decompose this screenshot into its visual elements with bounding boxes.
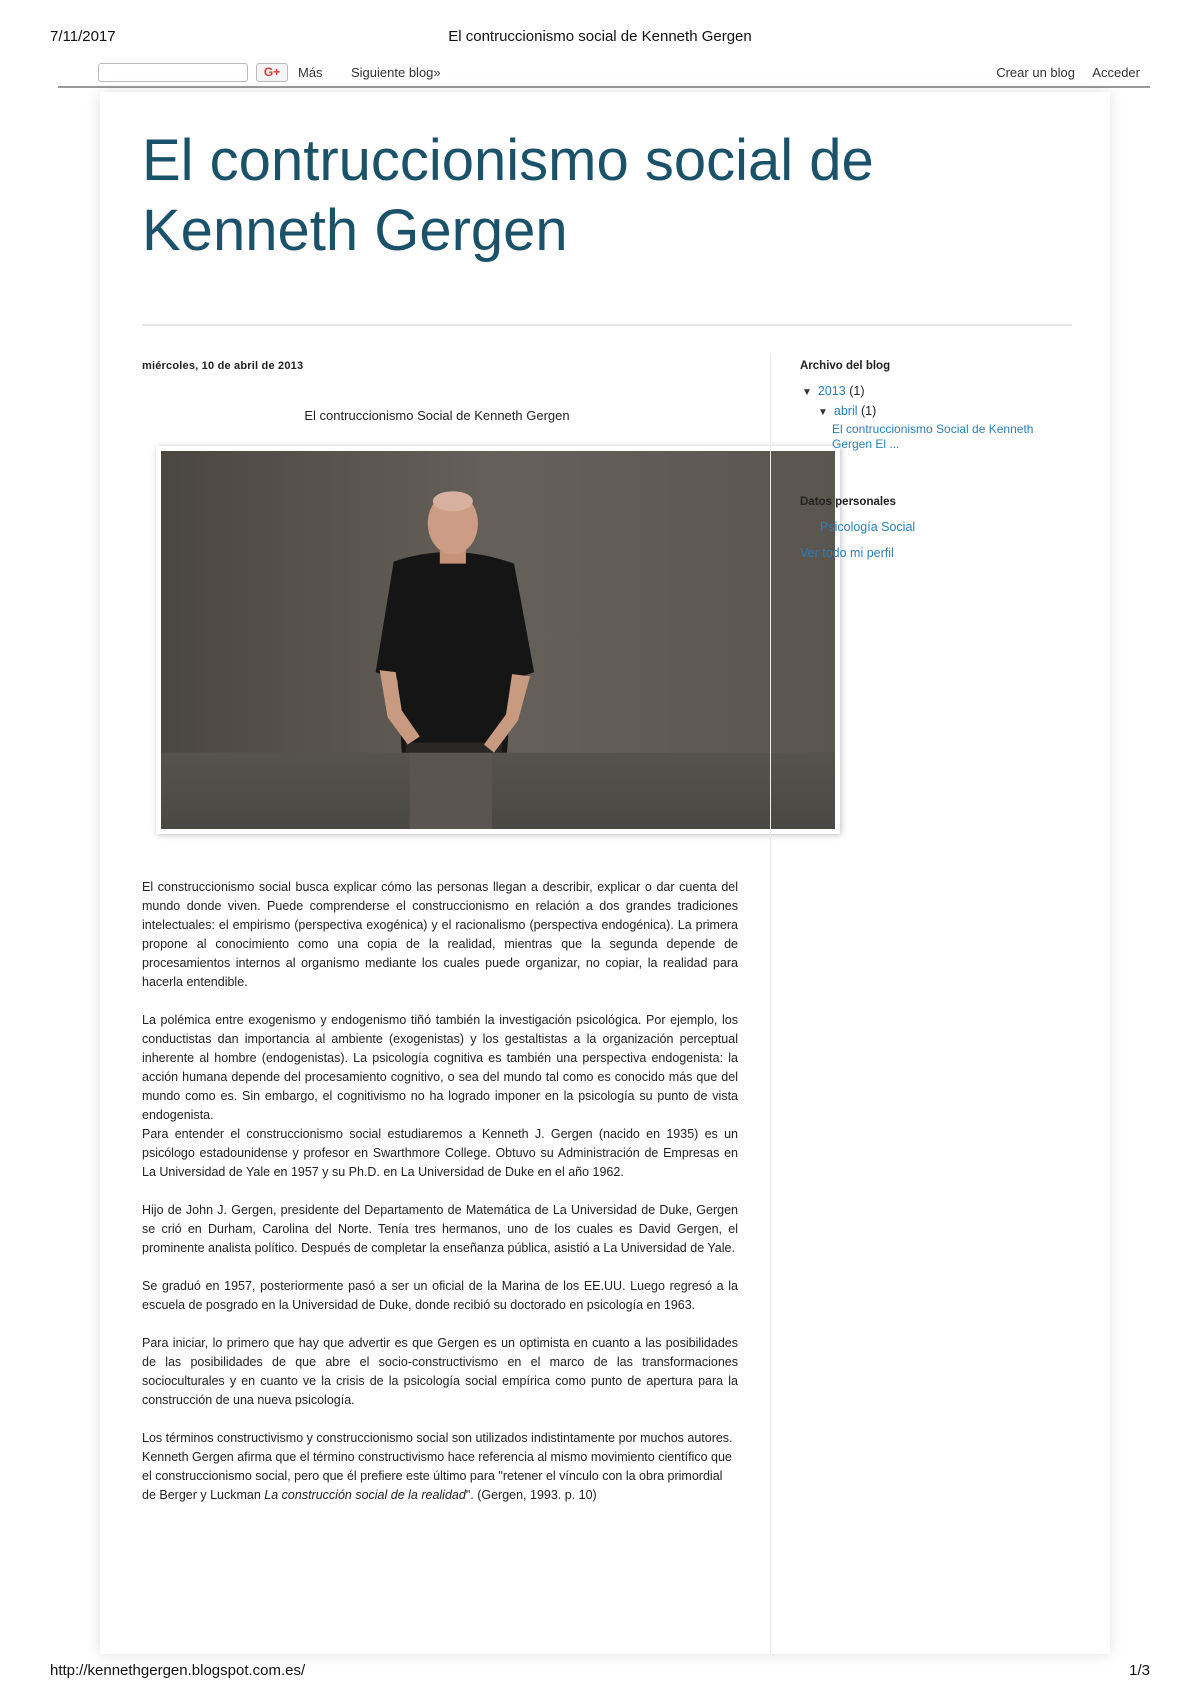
create-blog-link[interactable]: Crear un blog [996, 65, 1075, 80]
search-input[interactable] [98, 63, 248, 82]
paragraph-7-text: Los términos constructivismo y construccionismo social son utilizados indistintamente por muchos autores. Kenneth Gergen afirma que el término constructivismo hace referencia al mismo movimiento científico que el construccionismo social, pero que él prefiere este último para "retener el vínculo con la obra primordial de Berger y Luckman [142, 1431, 733, 1502]
google-plus-button[interactable]: G+ [256, 63, 288, 82]
profile-heading: Datos personales [800, 496, 896, 508]
next-blog-link[interactable]: Siguiente blog» [351, 65, 441, 80]
post-paragraph-5: Se graduó en 1957, posteriormente pasó a ser un oficial de la Marina de los EE.UU. Luego regresó a la escuela de posgrado en la Universidad de Duke, donde recibió su doctorado en psicología en 1963. [142, 1279, 738, 1312]
print-date: 7/11/2017 [50, 28, 116, 45]
header-divider [142, 324, 1072, 326]
paragraph-7-citation: ". (Gergen, 1993. p. 10) [465, 1488, 597, 1502]
blogger-navbar [58, 60, 1150, 88]
archive-post-link[interactable]: El contruccionismo Social de Kenneth Gergen El ... [832, 422, 1034, 451]
archive-month-count: (1) [861, 404, 877, 418]
column-divider [770, 354, 771, 1654]
blog-title[interactable]: El contruccionismo social de Kenneth Gergen [142, 128, 874, 263]
triangle-down-icon[interactable]: ▼ [802, 387, 812, 398]
post-paragraph-4: Hijo de John J. Gergen, presidente del Departamento de Matemática de La Universidad de Duke, Gergen se crió en Durham, Carolina del Norte. Tenía tres hermanos, uno de los cuales es David Gergen, el prominente analista político. Después de completar la enseñanza pública, asistió a La Universidad de Yale. [142, 1203, 738, 1255]
video-player[interactable] [161, 451, 835, 829]
view-profile-link[interactable]: Ver todo mi perfil [800, 546, 894, 560]
archive-year-count: (1) [849, 384, 865, 398]
print-header [0, 28, 1200, 48]
profile-name-link[interactable]: Psicología Social [820, 520, 916, 534]
post-paragraph-7 [142, 1429, 738, 1505]
post-paragraph-1: El construccionismo social busca explicar cómo las personas llegan a describir, explicar o dar cuenta del mundo donde viven. Puede comprenderse el construccionismo en relación a dos grandes tradiciones intelectuales: el empirismo (perspectiva exogénica) y el racionalismo (perspectiva endogénica). La primera propone al conocimiento como una copia de la realidad, mientras que la segunda depende de procesamientos internos al organismo mediante los cuales puede organizar, no copiar, la realidad para hacerla entendible. [142, 880, 738, 989]
video-frame[interactable] [156, 446, 840, 834]
archive-month-link[interactable]: abril [833, 404, 858, 418]
print-page-number: 1/3 [1129, 1662, 1150, 1679]
login-link[interactable]: Acceder [1092, 65, 1140, 80]
triangle-down-icon[interactable]: ▼ [818, 407, 828, 418]
post-paragraph-3: Para entender el construccionismo social estudiaremos a Kenneth J. Gergen (nacido en 1935) es un psicólogo estadounidense y profesor en Swarthmore College. Obtuvo su Administración de Empresas en La Universidad de Yale en 1957 y su Ph.D. en La Universidad de Duke en el año 1962. [142, 1127, 738, 1179]
book-title: La construcción social de la realidad [264, 1488, 466, 1502]
post-body [142, 878, 738, 1524]
post-paragraph-2: La polémica entre exogenismo y endogenismo tiñó también la investigación psicológica. Por ejemplo, los conductistas dan importancia al ambiente (exogenistas) y los gestaltistas a la organización perceptual inherente al hombre (endogenistas). La psicología cognitiva es también una perspectiva endogenista: la acción humana depende del procesamiento cognitivo, o sea del mundo tal como es conocido más que del mundo como es. Sin embargo, el cognitivismo no ha logrado imponer en la psicología su punto de vista endogenista. [142, 1013, 738, 1122]
archive-year-link[interactable]: 2013 [817, 384, 846, 398]
print-title: El contruccionismo social de Kenneth Gergen [448, 28, 752, 45]
archive-year-item[interactable] [802, 384, 864, 398]
more-link[interactable]: Más [298, 65, 323, 80]
post-title: El contruccionismo Social de Kenneth Gergen [304, 408, 570, 423]
sidebar [800, 360, 1060, 560]
post-paragraph-6: Para iniciar, lo primero que hay que advertir es que Gergen es un optimista en cuanto a las posibilidades de las posibilidades de que abre el socio-constructivismo en el marco de las transformaciones socioculturales y en cuanto ve la crisis de la psicología social empírica como punto de apertura para la construcción de una nueva psicología. [142, 1336, 738, 1407]
blog-page [100, 92, 1110, 1654]
archive-heading: Archivo del blog [800, 360, 891, 372]
archive-month-item[interactable] [818, 404, 876, 418]
print-url: http://kennethgergen.blogspot.com.es/ [50, 1662, 306, 1679]
post-date: miércoles, 10 de abril de 2013 [142, 360, 304, 372]
